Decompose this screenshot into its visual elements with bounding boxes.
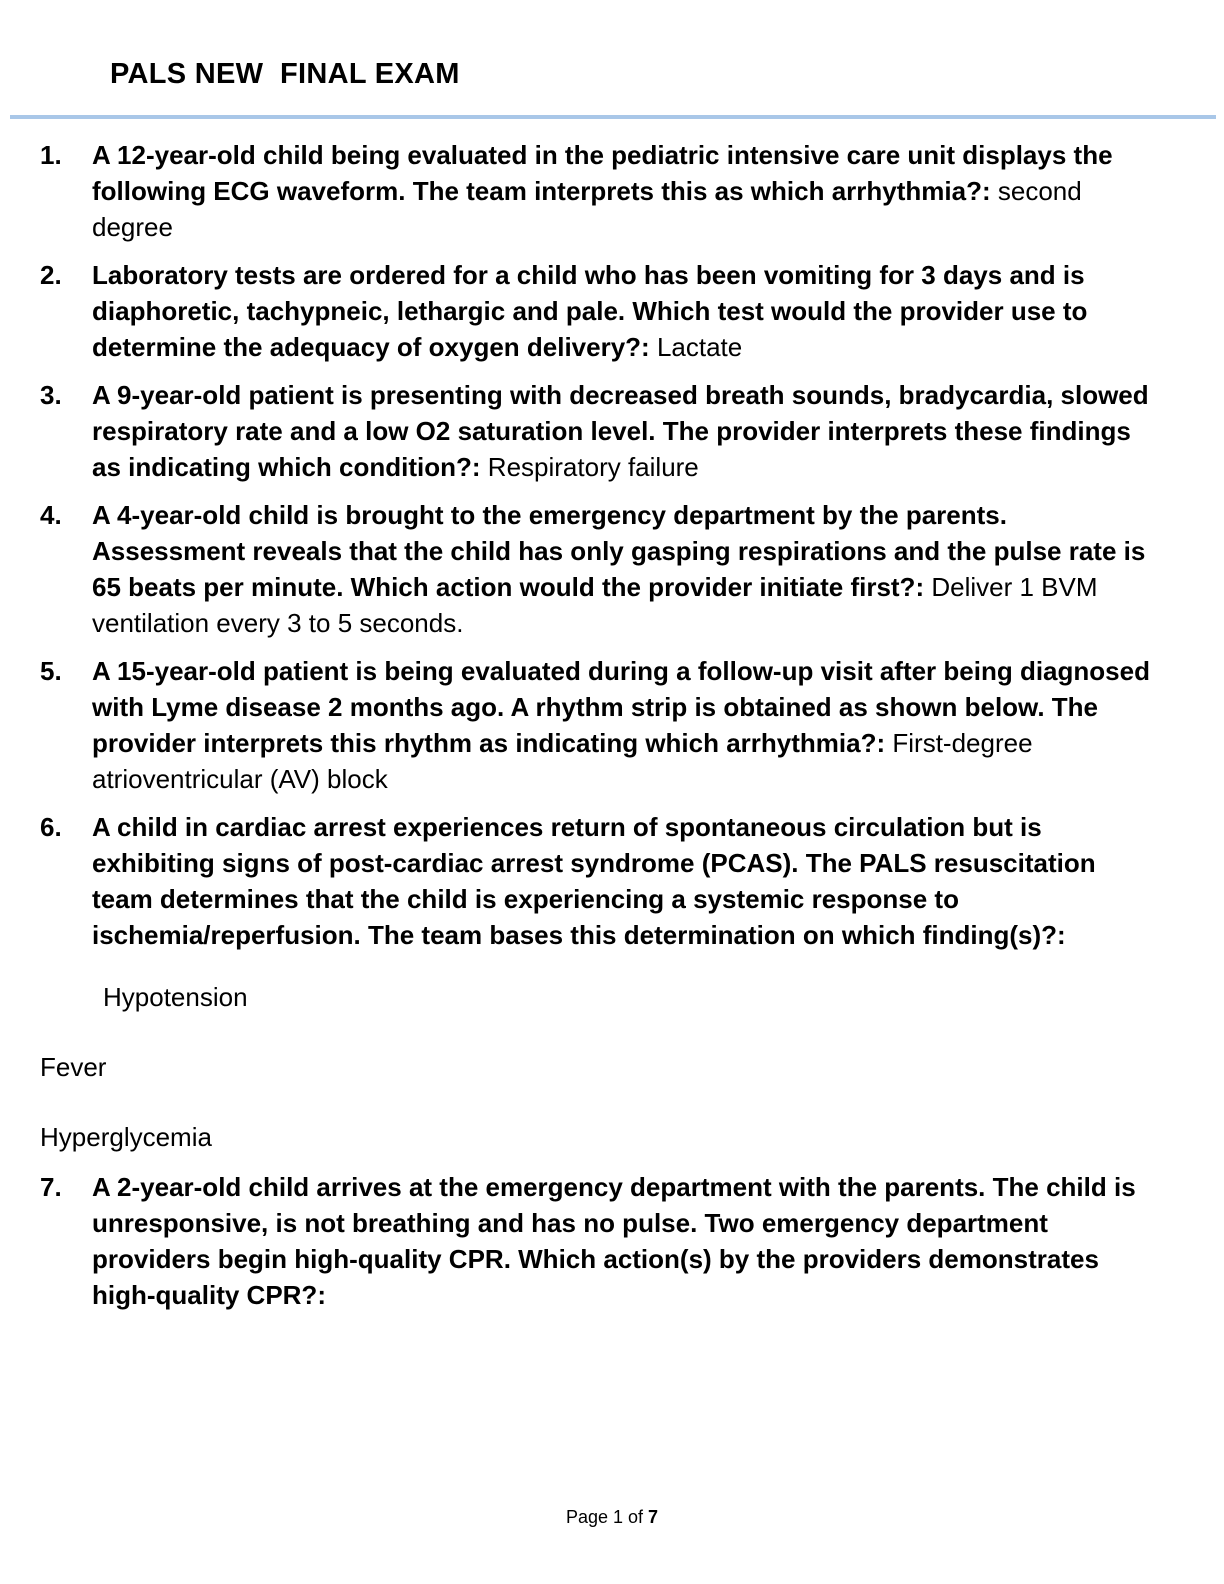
- question-item: [40, 257, 1158, 365]
- question-number: 7.: [40, 1172, 62, 1202]
- question-text: A 2-year-old child arrives at the emergency department with the parents. The child is unresponsive, is not breathing and has no pulse. Two emergency department providers begin high-quality CPR. Which action(s) by the providers demonstrates high-quality CPR?:: [92, 1172, 1136, 1310]
- question-answer: Lactate: [656, 332, 743, 362]
- question-text: A 4-year-old child is brought to the emergency department by the parents. Assessment reveals that the child has only gasping respirations and the pulse rate is 65 beats per minute. Which action would the provider initiate first?:: [92, 500, 1146, 602]
- question-body: [92, 257, 1158, 365]
- page-footer: [0, 1506, 1224, 1528]
- question-body: [92, 137, 1158, 245]
- question-item: [40, 137, 1158, 245]
- question-text: Laboratory tests are ordered for a child who has been vomiting for 3 days and is diaphoretic, tachypneic, lethargic and pale. Which test would the provider use to determine the adequacy of oxygen delivery?:: [92, 260, 1088, 362]
- question-item: [40, 497, 1158, 641]
- footer-page-total: 7: [648, 1507, 659, 1527]
- footer-page-label: Page 1 of: [565, 1507, 649, 1527]
- question-answer: First-degree atrioventricular (AV) block: [92, 728, 1033, 794]
- question-body: [92, 377, 1158, 485]
- question-body: [92, 653, 1158, 797]
- question-number: 2.: [40, 260, 62, 290]
- question-body: [92, 497, 1158, 641]
- question-number: 3.: [40, 380, 62, 410]
- page-title: PALS NEW FINAL EXAM: [110, 58, 460, 90]
- question-number: 1.: [40, 140, 62, 170]
- title-divider: [10, 115, 1216, 119]
- question-answer: Respiratory failure: [487, 452, 699, 482]
- question-text: A 12-year-old child being evaluated in the pediatric intensive care unit displays the following ECG waveform. The team interprets this as which arrhythmia?:: [92, 140, 1113, 206]
- question-number: 5.: [40, 656, 62, 686]
- question-text: A 9-year-old patient is presenting with decreased breath sounds, bradycardia, slowed respiratory rate and a low O2 saturation level. The provider interprets these findings as indicating which condition?:: [92, 380, 1149, 482]
- question-item: [40, 809, 1158, 953]
- question-body: [92, 809, 1158, 953]
- question-number: 6.: [40, 812, 62, 842]
- answer-fever: Fever: [40, 1052, 107, 1082]
- question-number: 4.: [40, 500, 62, 530]
- question-text: A child in cardiac arrest experiences return of spontaneous circulation but is exhibiting signs of post-cardiac arrest syndrome (PCAS). The PALS resuscitation team determines that the child is experiencing a systemic response to ischemia/reperfusion. The team bases this determination on which finding(s)?:: [92, 812, 1096, 950]
- question-answer: Deliver 1 BVM ventilation every 3 to 5: [92, 572, 1098, 638]
- question-body: [92, 1169, 1158, 1313]
- question-text: A 15-year-old patient is being evaluated during a follow-up visit after being diagnosed with Lyme disease 2 months ago. A rhythm strip is obtained as shown below. The provider interprets this rhythm as indicating which arrhythmia?:: [92, 656, 1150, 758]
- answer-hypotension: Hypotension: [103, 982, 248, 1012]
- question-answer: second degree: [92, 176, 1082, 242]
- question-answer-bold-suffix: seconds.: [359, 608, 464, 638]
- question-item: [40, 377, 1158, 485]
- question-item: [40, 653, 1158, 797]
- question-item: [40, 1169, 1158, 1313]
- answer-hyperglycemia: Hyperglycemia: [40, 1122, 212, 1152]
